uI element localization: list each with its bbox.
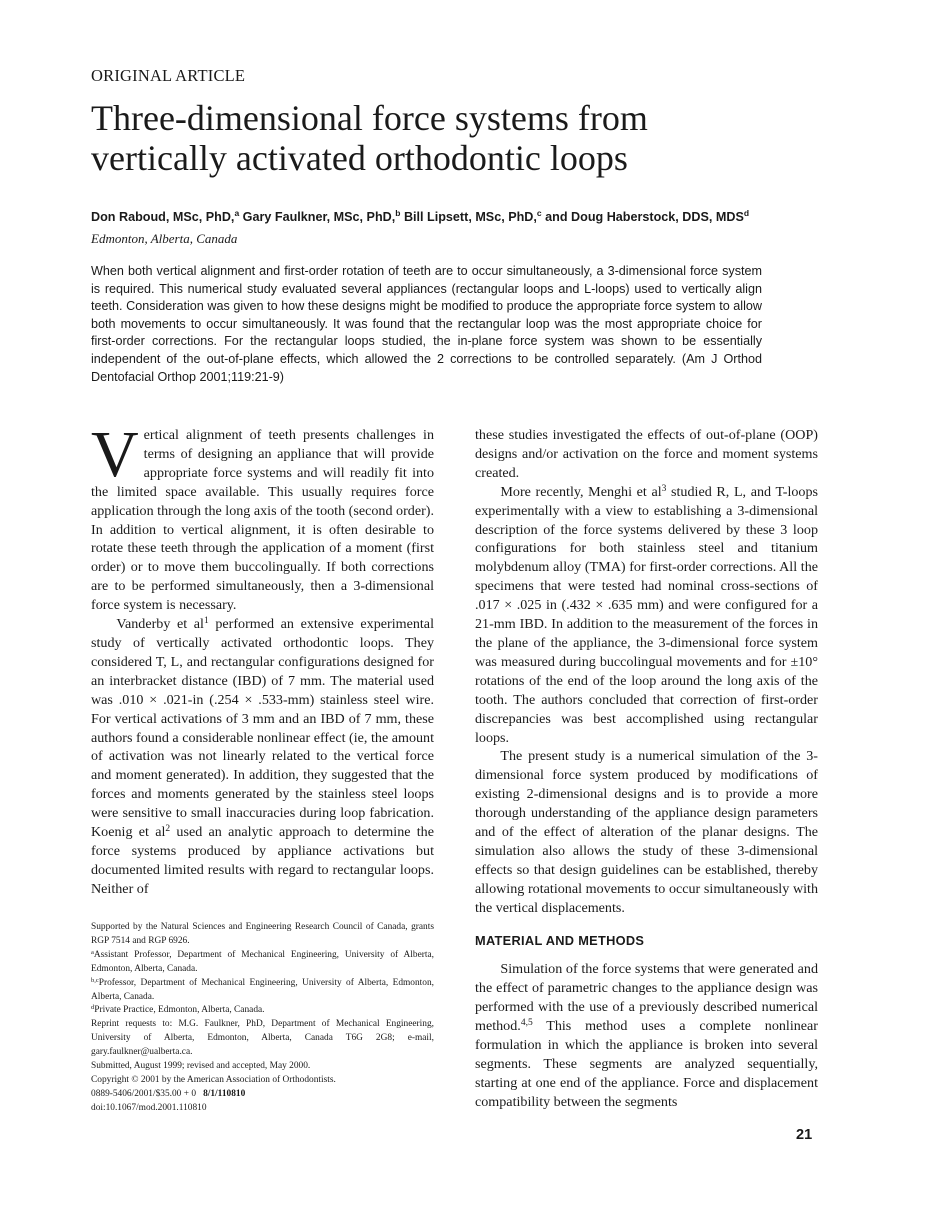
body-paragraph: [475, 483, 818, 748]
reference-marker: 4,5: [520, 1018, 533, 1029]
body-paragraph: [475, 960, 818, 1111]
issn-text: 0889-5406/2001/$35.00 + 0: [91, 1088, 197, 1099]
footnote-text: Professor, Department of Mechanical Engineering, University of Alberta, Edmonton, Alberta, Canada.: [91, 977, 434, 1002]
footnote-issn: [91, 1088, 434, 1102]
reference-marker: 1: [203, 616, 209, 627]
footnote-text: Assistant Professor, Department of Mechanical Engineering, University of Alberta, Edmonton, Alberta, Canada.: [91, 949, 434, 974]
reference-marker: 2: [165, 824, 171, 835]
paragraph-text: This method uses a complete nonlinear formulation in which the appliance is broken into several segments. These segments are analyzed sequentially, starting at one end of the appliance. Force and displacement compatibility between the segments: [475, 1018, 818, 1110]
author-name: Gary Faulkner, MSc, PhD,: [239, 210, 396, 224]
article-title: [91, 98, 851, 178]
author-name: and Doug Haberstock, DDS, MDS: [541, 210, 744, 224]
footnote-author-bc: [91, 977, 434, 1005]
author-marker: b: [395, 208, 401, 218]
footnote-copyright: Copyright © 2001 by the American Association of Orthodontists.: [91, 1074, 336, 1085]
footnote-submitted: Submitted, August 1999; revised and accepted, May 2000.: [91, 1061, 311, 1072]
footnote-marker: b,c: [91, 976, 99, 984]
title-line-2: vertically activated orthodontic loops: [91, 138, 628, 178]
body-column-left: [91, 418, 434, 899]
section-label: ORIGINAL ARTICLE: [91, 66, 246, 85]
paragraph-text: ertical alignment of teeth presents challenges in terms of designing an appliance that will provide appropriate force systems and will readily fit into the limited space available. This usually requires force application through the long axis of the tooth (second order). In addition to vertical alignment, it is often desirable to rotate these teeth through the application of a moment (first order) or to move them buccolingually. If both corrections are to be performed simultaneously, then a 3-dimensional force system is necessary.: [91, 427, 434, 614]
author-list: [91, 210, 851, 224]
footnote-text: Private Practice, Edmonton, Alberta, Canada.: [94, 1005, 265, 1016]
footnote-doi: doi:10.1067/mod.2001.110810: [91, 1102, 207, 1113]
footnote-marker: a: [91, 948, 94, 956]
issn-code: 8/1/110810: [203, 1088, 246, 1099]
footnotes: [91, 921, 434, 1116]
title-line-1: Three-dimensional force systems from: [91, 98, 648, 138]
author-marker: a: [234, 208, 240, 218]
paragraph-text: used an analytic approach to determine the force systems produced by appliance activations but documented limited results with regard to rectangular loops. Neither of: [91, 824, 434, 897]
abstract: When both vertical alignment and first-order rotation of teeth are to occur simultaneously, a 3-dimensional force system is required. This numerical study evaluated several appliances (rectangular loops and L-loops) used to vertically align teeth. Consideration was given to how these designs might be modified to produce the appropriate force system to allow both movements to occur simultaneously. It was found that the rectangular loop was the most appropriate choice for first-order corrections. For the rectangular loops studied, the in-plane force system was shown to be essentially independent of the out-of-plane effects, which allowed the 2 corrections to be controlled separately. (Am J Orthod Dentofacial Orthop 2001;119:21-9): [91, 264, 762, 384]
author-marker: d: [743, 208, 750, 218]
footnote-support: Supported by the Natural Sciences and Engineering Research Council of Canada, grants RGP 7514 and RGP 6926.: [91, 922, 434, 946]
author-name: Don Raboud, MSc, PhD,: [91, 210, 235, 224]
paragraph-text: studied R, L, and T-loops experimentally with a view to establishing a 3-dimensional description of the force systems delivered by these 3 loop configurations for both stainless steel and titanium molybdenum alloy (TMA) for first-order corrections. All the specimens that were tested had nominal cross-sections of .017 × .025 in (.432 × .635 mm) and were configured for a 21-mm IBD. In addition to the measurement of the forces in the plane of the appliance, the 3-dimensional force system was measured during buccolingual movements and for ±10° rotations of the end of the loop around the long axis of the tooth. The authors concluded that correction of first-order discrepancies was best accomplished using rectangular loops.: [475, 483, 818, 746]
author-marker: c: [536, 208, 542, 218]
footnote-author-d: [91, 1004, 434, 1018]
author-name: Bill Lipsett, MSc, PhD,: [400, 210, 537, 224]
paragraph-text: performed an extensive experimental study of vertically activated orthodontic loops. They considered T, L, and rectangular configurations designed for an interbracket distance (IBD) of 7 mm. The material used was .010 × .021-in (.254 × .533-mm) stainless steel wire. For vertical activations of 3 mm and an IBD of 7 mm, these authors found a considerable nonlinear effect (ie, the amount of activation was not linearly related to the vertical force and moment generated). In addition, they suggested that the forces and moments generated by the stainless steel loops were sensitive to small inaccuracies during loop fabrication. Koenig et al: [91, 616, 434, 841]
drop-cap: V: [91, 418, 139, 491]
author-affiliation: Edmonton, Alberta, Canada: [91, 231, 238, 246]
reference-marker: 3: [661, 483, 667, 494]
body-paragraph: [91, 615, 434, 899]
footnote-author-a: [91, 949, 434, 977]
paragraph-text: Simulation of the force systems that were generated and the effect of parametric changes to the appliance design was performed with the use of a previously described numerical method.: [475, 961, 818, 1035]
body-paragraph: [91, 418, 434, 615]
footnote-reprint: Reprint requests to: M.G. Faulkner, PhD, Department of Mechanical Engineering, University of Alberta, Edmonton, Alberta, Canada T6G 2G8; e-mail, gary.faulkner@ualberta.ca.: [91, 1019, 434, 1058]
section-heading: MATERIAL AND METHODS: [475, 932, 645, 948]
page-number: 21: [796, 1127, 813, 1143]
paragraph-text: More recently, Menghi et al: [500, 483, 662, 500]
body-column-right: [475, 426, 818, 1112]
body-paragraph: The present study is a numerical simulation of the 3-dimensional force system produced by modifications of existing 2-dimensional designs and is to provide a more thorough understanding of the appliance design parameters and of the effect of alteration of the planar designs. The simulation also allows the study of these 3-dimensional effects so that design guidelines can be established, thereby allowing rotational movements to occur simultaneously with the vertical displacements.: [475, 748, 818, 916]
footnote-marker: d: [91, 1004, 95, 1012]
body-paragraph: these studies investigated the effects of out-of-plane (OOP) designs and/or activation on the force and moment systems created.: [475, 427, 818, 481]
paragraph-text: Vanderby et al: [116, 616, 204, 633]
